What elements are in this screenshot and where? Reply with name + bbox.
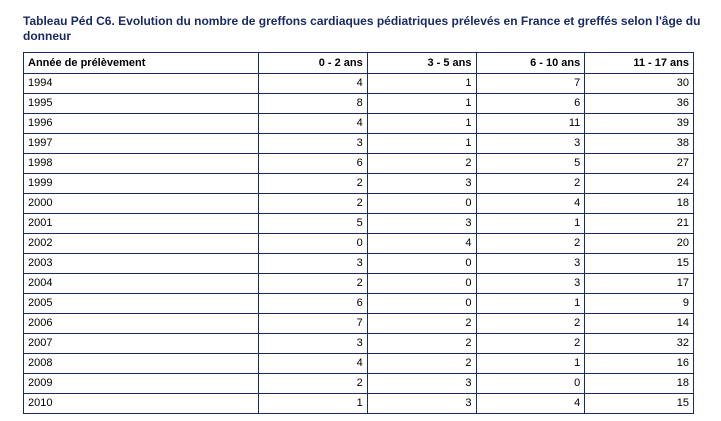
table-row [24, 154, 694, 174]
column-header-0-2: 0 - 2 ans [259, 53, 368, 74]
column-header-6-10: 6 - 10 ans [476, 53, 585, 74]
table-row [24, 134, 694, 154]
age-6-10-cell: 7 [476, 74, 585, 94]
age-11-17-cell: 39 [585, 114, 694, 134]
age-6-10-cell: 1 [476, 354, 585, 374]
age-11-17-cell: 20 [585, 234, 694, 254]
age-6-10-cell: 2 [476, 314, 585, 334]
table-row [24, 274, 694, 294]
age-11-17-cell: 38 [585, 134, 694, 154]
year-cell: 2004 [24, 274, 259, 294]
year-cell: 2006 [24, 314, 259, 334]
age-6-10-cell: 4 [476, 394, 585, 414]
age-0-2-cell: 4 [259, 74, 368, 94]
age-3-5-cell: 4 [367, 234, 476, 254]
age-11-17-cell: 15 [585, 254, 694, 274]
age-11-17-cell: 15 [585, 394, 694, 414]
age-3-5-cell: 1 [367, 134, 476, 154]
year-cell: 2009 [24, 374, 259, 394]
table-row [24, 294, 694, 314]
age-6-10-cell: 2 [476, 334, 585, 354]
year-cell: 2008 [24, 354, 259, 374]
age-11-17-cell: 16 [585, 354, 694, 374]
age-6-10-cell: 3 [476, 254, 585, 274]
table-row [24, 354, 694, 374]
age-3-5-cell: 1 [367, 94, 476, 114]
age-0-2-cell: 3 [259, 334, 368, 354]
table-row [24, 254, 694, 274]
age-11-17-cell: 24 [585, 174, 694, 194]
age-3-5-cell: 2 [367, 334, 476, 354]
year-cell: 2002 [24, 234, 259, 254]
age-0-2-cell: 2 [259, 194, 368, 214]
age-6-10-cell: 3 [476, 134, 585, 154]
age-6-10-cell: 2 [476, 174, 585, 194]
age-11-17-cell: 30 [585, 74, 694, 94]
data-table [23, 52, 694, 414]
age-11-17-cell: 27 [585, 154, 694, 174]
year-cell: 2005 [24, 294, 259, 314]
age-3-5-cell: 3 [367, 214, 476, 234]
age-11-17-cell: 18 [585, 374, 694, 394]
age-0-2-cell: 7 [259, 314, 368, 334]
age-11-17-cell: 9 [585, 294, 694, 314]
age-11-17-cell: 18 [585, 194, 694, 214]
age-11-17-cell: 21 [585, 214, 694, 234]
age-0-2-cell: 3 [259, 134, 368, 154]
year-cell: 1994 [24, 74, 259, 94]
age-3-5-cell: 1 [367, 114, 476, 134]
year-cell: 1995 [24, 94, 259, 114]
year-cell: 1996 [24, 114, 259, 134]
header-row [24, 53, 694, 74]
table-row [24, 334, 694, 354]
age-6-10-cell: 5 [476, 154, 585, 174]
year-cell: 2003 [24, 254, 259, 274]
table-row [24, 174, 694, 194]
age-3-5-cell: 3 [367, 174, 476, 194]
age-6-10-cell: 0 [476, 374, 585, 394]
table-row [24, 234, 694, 254]
table-body [24, 74, 694, 414]
age-0-2-cell: 5 [259, 214, 368, 234]
year-cell: 2010 [24, 394, 259, 414]
age-3-5-cell: 1 [367, 74, 476, 94]
year-cell: 1999 [24, 174, 259, 194]
age-11-17-cell: 17 [585, 274, 694, 294]
age-0-2-cell: 2 [259, 274, 368, 294]
table-row [24, 194, 694, 214]
table-row [24, 114, 694, 134]
age-11-17-cell: 36 [585, 94, 694, 114]
year-cell: 2001 [24, 214, 259, 234]
age-6-10-cell: 4 [476, 194, 585, 214]
table-row [24, 94, 694, 114]
age-3-5-cell: 2 [367, 354, 476, 374]
age-3-5-cell: 3 [367, 394, 476, 414]
year-cell: 2000 [24, 194, 259, 214]
age-3-5-cell: 0 [367, 294, 476, 314]
year-cell: 1998 [24, 154, 259, 174]
column-header-11-17: 11 - 17 ans [585, 53, 694, 74]
table-row [24, 394, 694, 414]
age-11-17-cell: 32 [585, 334, 694, 354]
age-6-10-cell: 1 [476, 294, 585, 314]
table-title: Tableau Péd C6. Evolution du nombre de greffons cardiaques pédiatriques prélevés en France et greffés selon l'âge du donneur [23, 14, 701, 43]
age-0-2-cell: 6 [259, 154, 368, 174]
table-row [24, 214, 694, 234]
age-3-5-cell: 0 [367, 194, 476, 214]
age-6-10-cell: 1 [476, 214, 585, 234]
year-cell: 1997 [24, 134, 259, 154]
age-3-5-cell: 0 [367, 254, 476, 274]
table-row [24, 74, 694, 94]
year-cell: 2007 [24, 334, 259, 354]
age-3-5-cell: 0 [367, 274, 476, 294]
age-11-17-cell: 14 [585, 314, 694, 334]
age-6-10-cell: 2 [476, 234, 585, 254]
age-0-2-cell: 8 [259, 94, 368, 114]
age-3-5-cell: 2 [367, 314, 476, 334]
age-3-5-cell: 2 [367, 154, 476, 174]
age-6-10-cell: 6 [476, 94, 585, 114]
table-row [24, 314, 694, 334]
age-6-10-cell: 3 [476, 274, 585, 294]
age-3-5-cell: 3 [367, 374, 476, 394]
age-0-2-cell: 6 [259, 294, 368, 314]
table-row [24, 374, 694, 394]
age-0-2-cell: 1 [259, 394, 368, 414]
age-0-2-cell: 3 [259, 254, 368, 274]
age-0-2-cell: 4 [259, 114, 368, 134]
age-0-2-cell: 0 [259, 234, 368, 254]
column-header-3-5: 3 - 5 ans [367, 53, 476, 74]
age-0-2-cell: 2 [259, 174, 368, 194]
age-0-2-cell: 2 [259, 374, 368, 394]
column-header-year: Année de prélèvement [24, 53, 259, 74]
age-0-2-cell: 4 [259, 354, 368, 374]
age-6-10-cell: 11 [476, 114, 585, 134]
